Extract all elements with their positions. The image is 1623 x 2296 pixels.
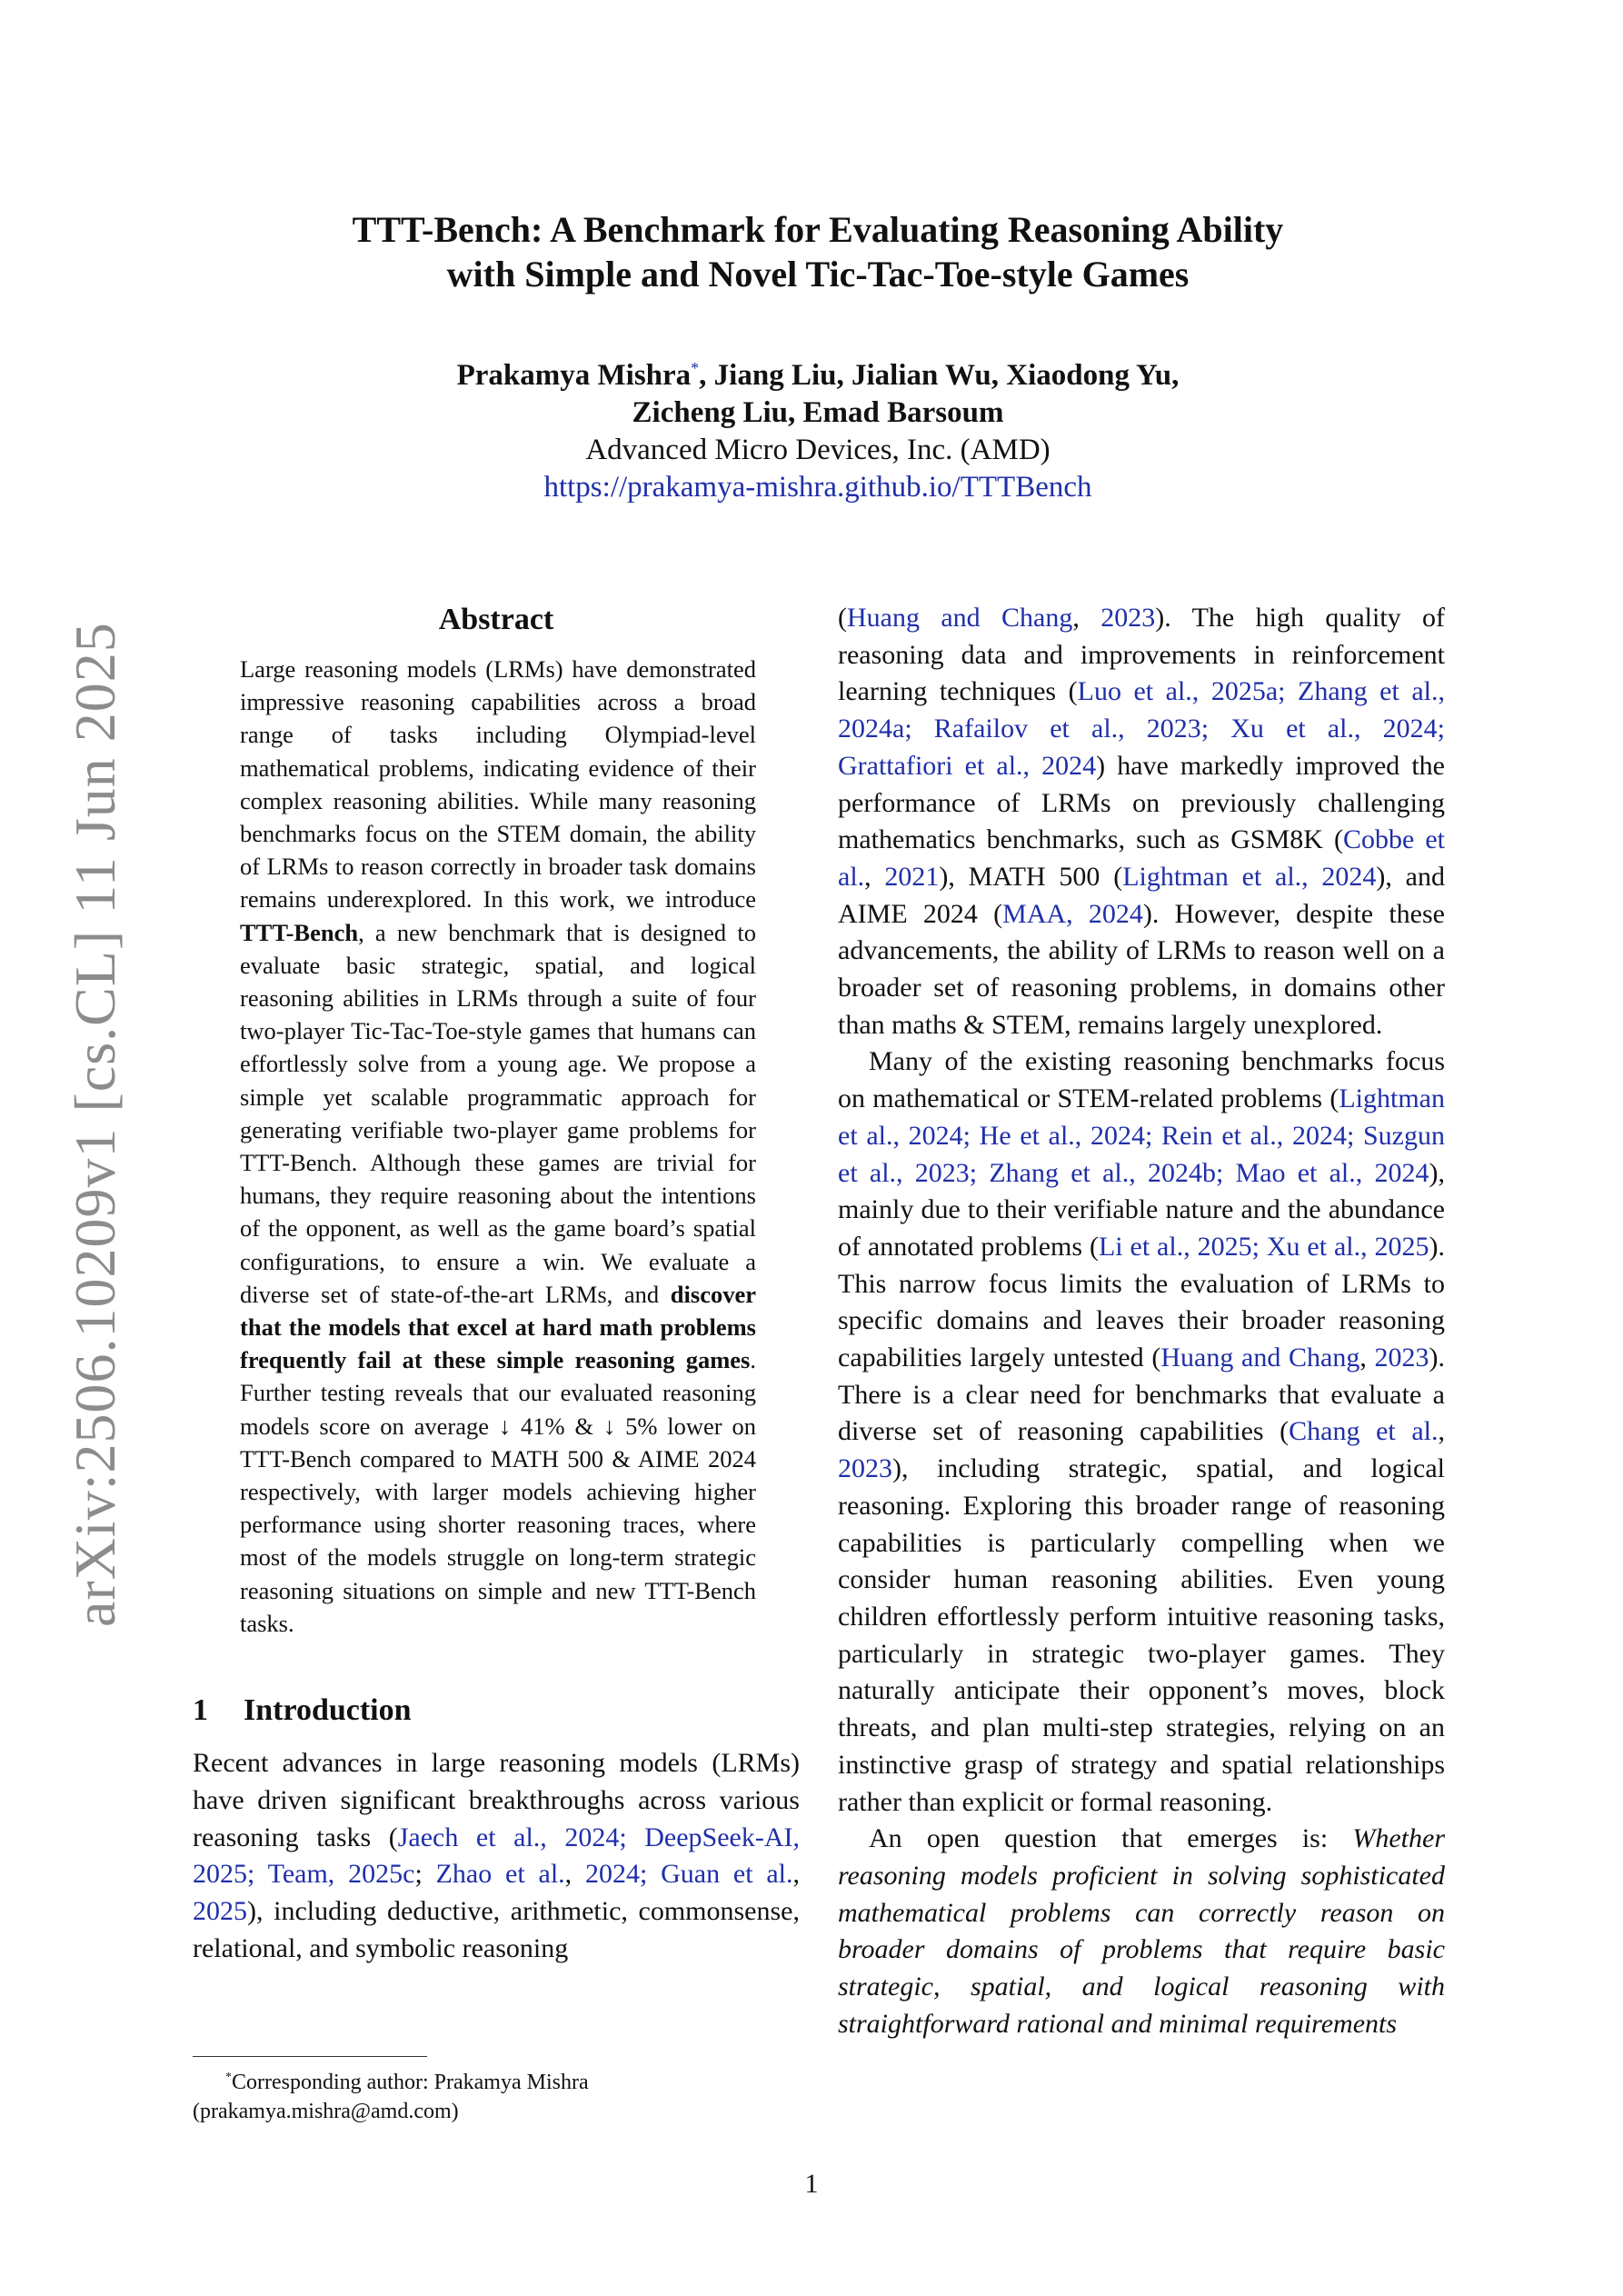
other-authors: , Jiang Liu, Jialian Wu, Xiaodong Yu,	[699, 359, 1180, 392]
intro-paragraph-1-continued: (Huang and Chang, 2023). The high quality of reasoning data and improvements in reinforcement learning techniques (Luo et al., 2025a; Zhang et al., 2024a; Rafailov et al., 2023; Xu et al., 2024; Grattafiori et al., 2024) have markedly improved the performance of LRMs on previously challenging mathematics benchmarks, such as GSM8K (Cobbe et al., 2021), MATH 500 (Lightman et al., 2024), and AIME 2024 (MAA, 2024). However, despite these advancements, the ability of LRMs to reason well on a broader set of reasoning problems, in domains other than maths & STEM, remains largely unexplored.	[838, 603, 1446, 1040]
citation-link[interactable]: Xu et al., 2024	[1230, 714, 1438, 744]
citation-link[interactable]: Guan et al.	[661, 1859, 793, 1890]
citation-link[interactable]: Chang et al.	[1289, 1416, 1439, 1447]
author-line-1	[209, 350, 1427, 394]
abstract-text: Large reasoning models (LRMs) have demonstrated impressive reasoning capabilities across a broad range of tasks including Olympiad-level mathematical problems, indicating evidence of their complex reasoning abilities. While many reasoning benchmarks focus on the STEM domain, the ability of LRMs to reason correctly in broader task domains remains underexplored. In this work, we introduce TTT-Bench, a new benchmark that is designed to evaluate basic strategic, spatial, and logical reasoning abilities in LRMs through a suite of four two-player Tic-Tac-Toe-style games that humans can effortlessly solve from a young age. We propose a simple yet scalable programmatic approach for generating verifiable two-player game problems for TTT-Bench. Although these games are trivial for humans, they require reasoning about the intentions of the opponent, as well as the game board’s spatial configurations, to ensure a win. We evaluate a diverse set of state-of-the-art LRMs, and discover that the models that excel at hard math problems frequently fail at these simple reasoning games. Further testing reveals that our evaluated reasoning models score on average ↓ 41% & ↓ 5% lower on TTT-Bench compared to MATH 500 & AIME 2024 respectively, with larger models achieving higher performance using shorter reasoning traces, where most of the models struggle on long-term strategic reasoning situations on simple and new TTT-Bench tasks.	[240, 655, 756, 1637]
citation-link[interactable]: Team, 2025c	[267, 1859, 415, 1890]
footnote-marker: *	[225, 2071, 232, 2084]
research-question: Whether reasoning models proficient in solving sophisticated mathematical problems can correctly reason on broader domains of problems that require basic strategic, spatial, and logical reasoning with straightforward rational and minimal requirements	[838, 1823, 1445, 2039]
author-emad: Emad Barsoum	[802, 396, 1004, 429]
citation-link[interactable]: Zhang et al., 2024a	[838, 676, 1445, 744]
title-line-2: with Simple and Novel Tic-Tac-Toe-style Games	[446, 254, 1190, 294]
citation-link[interactable]: He et al., 2024	[979, 1120, 1145, 1151]
paper-title	[209, 207, 1427, 296]
page-number: 1	[804, 2169, 819, 2199]
footnote-divider	[193, 2056, 427, 2057]
citation-link[interactable]: Lightman et al., 2024	[1122, 861, 1377, 892]
citation-link[interactable]: Rafailov et al., 2023	[933, 714, 1201, 744]
intro-paragraph-1: Recent advances in large reasoning models (LRMs) have driven significant breakthroughs across various reasoning tasks (Jaech et al., 2024; DeepSeek-AI, 2025; Team, 2025c; Zhao et al., 2024; Guan et al., 2025), including deductive, arithmetic, commonsense, relational, and symbolic reasoning	[193, 1748, 801, 1963]
citation-link[interactable]: Zhang et al., 2024b	[989, 1157, 1216, 1188]
citation-link[interactable]: Suzgun et al., 2023	[838, 1120, 1445, 1188]
citation-link[interactable]: Xu et al., 2025	[1266, 1231, 1429, 1262]
section-heading-introduction	[193, 1692, 800, 1729]
citation-link[interactable]: Huang and Chang	[847, 603, 1073, 633]
citation-link[interactable]: Rein et al., 2024	[1161, 1120, 1347, 1151]
citation-link[interactable]: 2023	[1100, 603, 1156, 633]
citation-link[interactable]: 2024	[584, 1859, 640, 1890]
left-column	[193, 600, 800, 1967]
citation-link[interactable]: Zhao et al.	[435, 1859, 565, 1890]
project-url-link[interactable]: https://prakamya-mishra.github.io/TTTBench	[543, 471, 1092, 504]
citation-link[interactable]: 2021	[884, 861, 940, 892]
footnote-text: Corresponding author: Prakamya Mishra	[232, 2071, 589, 2094]
citation-link[interactable]: Lightman et al., 2024	[838, 1083, 1445, 1151]
intro-paragraph-2: Many of the existing reasoning benchmarks focus on mathematical or STEM-related problems (Lightman et al., 2024; He et al., 2024; Rein et al., 2024; Suzgun et al., 2023; Zhang et al., 2024b; Mao et al., 2024), mainly due to their verifiable nature and the abundance of annotated problems (Li et al., 2025; Xu et al., 2025). This narrow focus limits the evaluation of LRMs to specific domains and leaves their broader reasoning capabilities largely untested (Huang and Chang, 2023). There is a clear need for benchmarks that evaluate a diverse set of reasoning capabilities (Chang et al., 2023), including strategic, spatial, and logical reasoning. Exploring this broader range of reasoning capabilities is particularly compelling when we consider human reasoning abilities. Even young children effortlessly perform intuitive reasoning tasks, particularly in strategic two-player games. They naturally anticipate their opponent’s moves, block threats, and plan multi-step strategies, relying on an instinctive grasp of strategy and spatial relationships rather than explicit or formal reasoning.	[838, 1046, 1446, 1817]
citation-link[interactable]: DeepSeek-AI, 2025	[193, 1822, 801, 1890]
author-line-2: Zicheng Liu, Emad Barsoum	[632, 396, 1004, 429]
abstract-heading: Abstract	[438, 603, 554, 636]
author-zicheng: Zicheng Liu	[632, 396, 788, 429]
citation-link[interactable]: Huang and Chang	[1160, 1343, 1360, 1373]
citation-link[interactable]: MAA, 2024	[1002, 898, 1143, 929]
section-number: 1	[193, 1693, 208, 1728]
citation-link[interactable]: Jaech et al., 2024	[397, 1822, 620, 1852]
arxiv-identifier-stamp: arXiv:2506.10209v1 [cs.CL] 11 Jun 2025	[63, 622, 127, 1627]
author-block	[209, 350, 1427, 506]
footnote-email: (prakamya.mishra@amd.com)	[193, 2100, 459, 2123]
citation-link[interactable]: Mao et al., 2024	[1235, 1157, 1429, 1188]
citation-link[interactable]: Li et al., 2025	[1098, 1231, 1252, 1262]
benchmark-name: TTT-Bench	[240, 918, 359, 946]
section-title: Introduction	[244, 1693, 412, 1728]
citation-link[interactable]: 2023	[838, 1453, 892, 1484]
citation-link[interactable]: Grattafiori et al., 2024	[838, 750, 1097, 781]
citation-link[interactable]: 2023	[1374, 1343, 1429, 1373]
right-column	[838, 600, 1445, 2042]
citation-link[interactable]: Luo et al., 2025a	[1077, 676, 1279, 707]
corresponding-author-marker[interactable]: *	[691, 359, 700, 377]
intro-paragraph-3: An open question that emerges is: Whether reasoning models proficient in solving sophisticated mathematical problems can correctly reason on broader domains of problems that require basic strategic, spatial, and logical reasoning with straightforward rational and minimal requirements	[838, 1823, 1445, 2039]
first-author: Prakamya Mishra	[456, 359, 692, 392]
citation-link[interactable]: 2025	[193, 1895, 247, 1926]
key-finding: discover that the models that excel at hard math problems frequently fail at these simple reasoning games	[240, 1280, 756, 1374]
title-line-1: TTT-Bench: A Benchmark for Evaluating Reasoning Ability	[352, 209, 1284, 250]
footnote	[193, 2063, 800, 2126]
affiliation: Advanced Micro Devices, Inc. (AMD)	[585, 434, 1050, 466]
citation-link[interactable]: Cobbe et al.	[838, 824, 1445, 892]
